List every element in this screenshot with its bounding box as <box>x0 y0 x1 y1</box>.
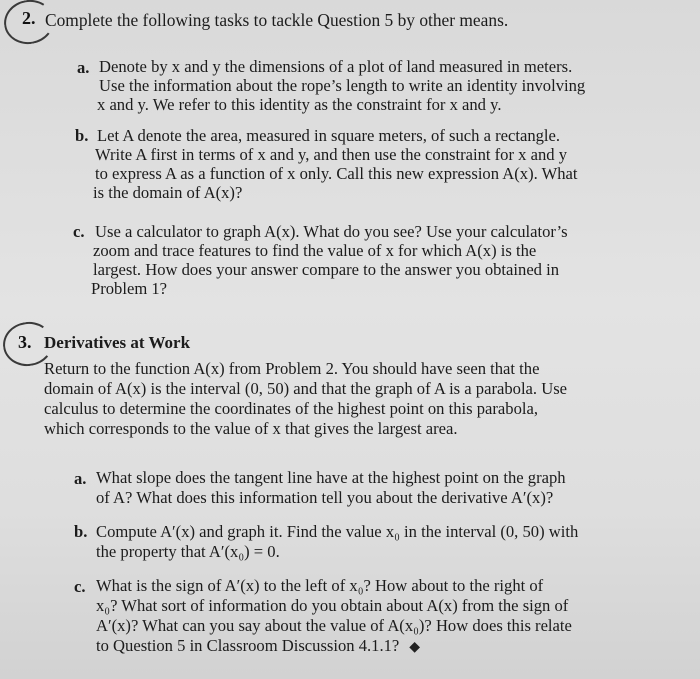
problem-3-b-line-2: the property that A′(x₀) = 0. <box>96 542 280 561</box>
problem-2-c-label: c. <box>73 222 85 241</box>
problem-3-a-label: a. <box>74 469 87 488</box>
problem-3-title: Derivatives at Work <box>44 333 191 352</box>
problem-3-intro-line-2: domain of A(x) is the interval (0, 50) and that the graph of A is a parabola. Use <box>44 379 568 398</box>
problem-2-number: 2. <box>22 8 36 28</box>
problem-3-c-line-2: x₀? What sort of information do you obtain about A(x) from the sign of <box>96 596 569 615</box>
problem-2-a-line-2: Use the information about the rope’s length to write an identity involving <box>99 76 586 95</box>
problem-2-c-line-2: zoom and trace features to find the value of x for which A(x) is the <box>93 241 537 260</box>
problem-2-b-line-1: Let A denote the area, measured in square meters, of such a rectangle. <box>97 126 561 145</box>
problem-3-a-line-1: What slope does the tangent line have at the highest point on the graph <box>96 468 566 487</box>
problem-3-a-line-2: of A? What does this information tell you about the derivative A′(x)? <box>96 488 554 507</box>
problem-3-c-line-4 <box>96 636 420 658</box>
problem-2-c-line-4: Problem 1? <box>91 279 168 298</box>
problem-3-c-line-1: What is the sign of A′(x) to the left of x₀? How about to the right of <box>96 576 544 595</box>
problem-2-b-line-3: to express A as a function of x only. Call this new expression A(x). What <box>95 164 578 183</box>
problem-3-c-line-4-text: to Question 5 in Classroom Discussion 4.1.1? <box>96 636 400 655</box>
problem-2-b-line-4: is the domain of A(x)? <box>93 183 243 202</box>
problem-3-c-label: c. <box>74 577 86 596</box>
problem-3-intro-line-1: Return to the function A(x) from Problem 2. You should have seen that the <box>44 359 540 378</box>
problem-2-intro: Complete the following tasks to tackle Question 5 by other means. <box>45 10 509 30</box>
problem-3-number: 3. <box>18 332 32 352</box>
end-of-problem-diamond-icon: ◆ <box>409 640 421 655</box>
problem-2-b-label: b. <box>75 126 89 145</box>
problem-2-a-label: a. <box>77 58 90 77</box>
problem-2-a-line-3: x and y. We refer to this identity as the constraint for x and y. <box>97 95 502 114</box>
problem-3-intro-line-3: calculus to determine the coordinates of the highest point on this parabola, <box>44 399 538 418</box>
problem-3-c-line-3: A′(x)? What can you say about the value of A(x₀)? How does this relate <box>96 616 572 635</box>
problem-3-intro-line-4: which corresponds to the value of x that gives the largest area. <box>44 419 458 438</box>
problem-2-a-line-1: Denote by x and y the dimensions of a plot of land measured in meters. <box>99 57 573 76</box>
problem-2-c-line-3: largest. How does your answer compare to the answer you obtained in <box>93 260 560 279</box>
problem-2-b-line-2: Write A first in terms of x and y, and then use the constraint for x and y <box>95 145 567 164</box>
problem-2-c-line-1: Use a calculator to graph A(x). What do you see? Use your calculator’s <box>95 222 568 241</box>
problem-3-b-label: b. <box>74 522 88 541</box>
problem-3-b-line-1: Compute A′(x) and graph it. Find the value x₀ in the interval (0, 50) with <box>96 522 579 541</box>
